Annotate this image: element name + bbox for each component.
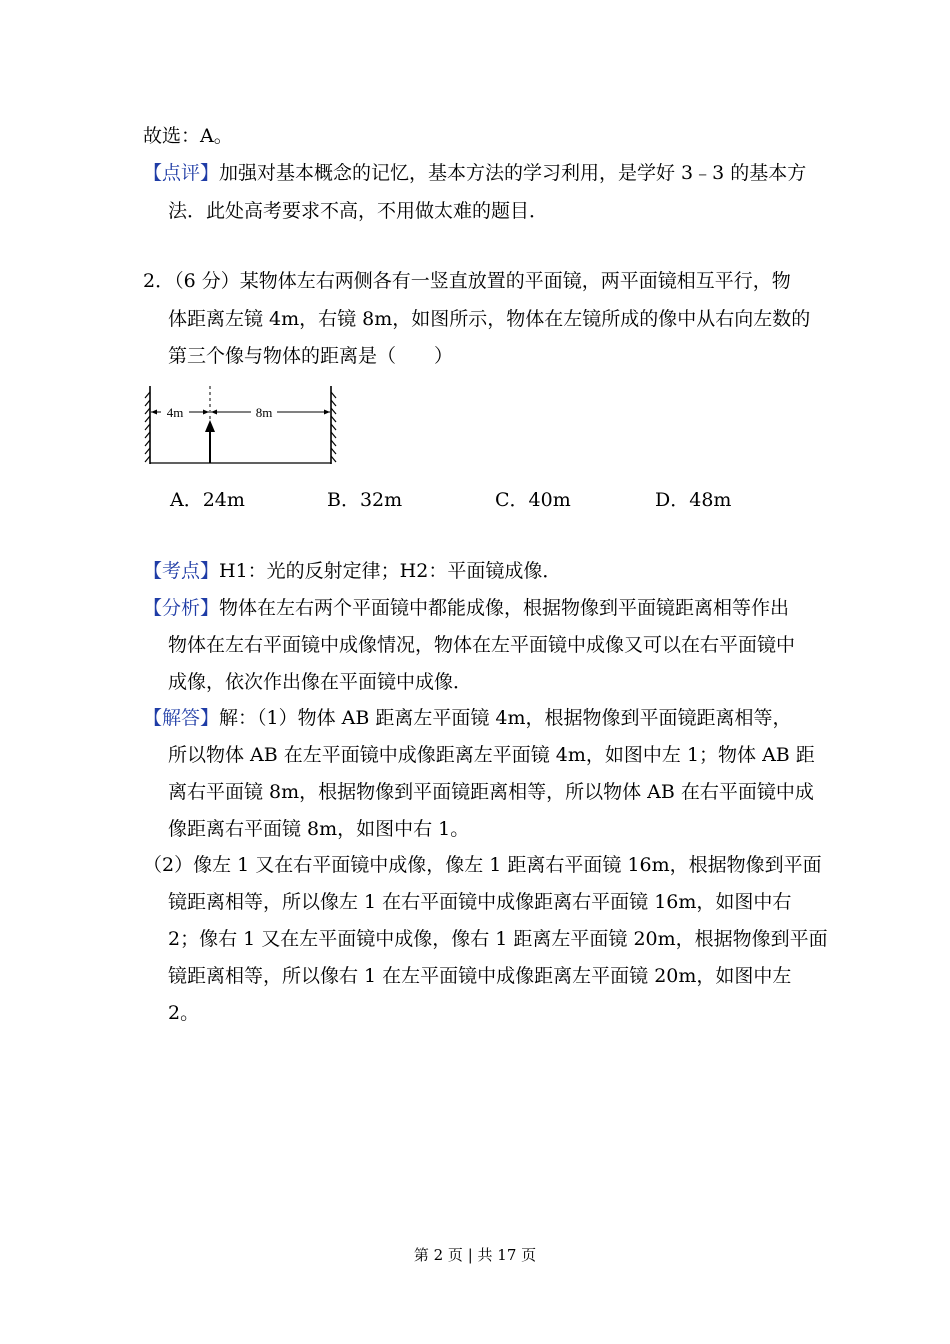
comment-tag: 【点评】 bbox=[143, 162, 220, 184]
part2-line-4: 镜距离相等，所以像右 1 在左平面镜中成像距离左平面镜 20m，如图中左 bbox=[168, 965, 792, 987]
dim-right-arrow-l bbox=[211, 410, 217, 415]
left-distance-label: 4m bbox=[166, 405, 184, 420]
jieda-line-2: 所以物体 AB 在左平面镜中成像距离左平面镜 4m，如图中左 1；物体 AB 距 bbox=[168, 744, 815, 766]
comment-text-1: 加强对基本概念的记忆，基本方法的学习利用，是学好 3﹣3 的基本方 bbox=[219, 162, 807, 184]
question-line-2: 体距离左镜 4m，右镜 8m，如图所示，物体在左镜所成的像中从右向左数的 bbox=[168, 308, 811, 330]
question-line-1: 2．（6 分）某物体左右两侧各有一竖直放置的平面镜，两平面镜相互平行，物 bbox=[143, 270, 791, 292]
fenxi-line-2: 物体在左右平面镜中成像情况，物体在左平面镜中成像又可以在右平面镜中 bbox=[168, 634, 796, 656]
question-line-3: 第三个像与物体的距离是（ ） bbox=[168, 345, 454, 367]
dim-right-arrow-r bbox=[324, 410, 330, 415]
dim-left-arrow-l bbox=[151, 410, 157, 415]
dim-left-arrow-r bbox=[203, 410, 209, 415]
right-distance-label: 8m bbox=[255, 405, 273, 420]
fenxi-line-1 bbox=[143, 596, 789, 620]
comment-line-2: 法．此处高考要求不高，不用做太难的题目． bbox=[168, 200, 549, 222]
jieda-line-3: 离右平面镜 8m，根据物像到平面镜距离相等，所以物体 AB 在右平面镜中成 bbox=[168, 781, 814, 803]
fenxi-tag: 【分析】 bbox=[143, 597, 220, 619]
fenxi-text-1: 物体在左右两个平面镜中都能成像，根据物像到平面镜距离相等作出 bbox=[219, 597, 790, 619]
fenxi-line-3: 成像，依次作出像在平面镜中成像． bbox=[168, 671, 473, 693]
kaodian-tag: 【考点】 bbox=[143, 560, 220, 582]
part2-line-1: （2）像左 1 又在右平面镜中成像，像左 1 距离右平面镜 16m，根据物像到平面 bbox=[143, 854, 822, 876]
option-a: A．24m bbox=[170, 489, 245, 511]
jieda-text-1: 解：（1）物体 AB 距离左平面镜 4m，根据物像到平面镜距离相等， bbox=[219, 707, 792, 729]
part2-line-2: 镜距离相等，所以像左 1 在右平面镜中成像距离右平面镜 16m，如图中右 bbox=[168, 891, 792, 913]
option-b: B．32m bbox=[327, 489, 403, 511]
mirror-diagram bbox=[143, 382, 343, 468]
part2-line-5: 2。 bbox=[168, 1002, 200, 1024]
page-footer: 第 2 页 | 共 17 页 bbox=[413, 1246, 537, 1264]
part2-line-3: 2；像右 1 又在左平面镜中成像，像右 1 距离左平面镜 20m，根据物像到平面 bbox=[168, 928, 828, 950]
comment-line-1 bbox=[143, 161, 806, 185]
jieda-line-1 bbox=[143, 706, 792, 730]
kaodian-text: H1：光的反射定律；H2：平面镜成像． bbox=[219, 560, 562, 582]
jieda-line-4: 像距离右平面镜 8m，如图中右 1。 bbox=[168, 818, 470, 840]
jieda-tag: 【解答】 bbox=[143, 707, 220, 729]
option-d: D．48m bbox=[655, 489, 732, 511]
object-arrow-head bbox=[205, 420, 215, 432]
answer-choice: 故选：A。 bbox=[143, 125, 233, 147]
option-c: C．40m bbox=[495, 489, 571, 511]
kaodian-line bbox=[143, 559, 561, 583]
